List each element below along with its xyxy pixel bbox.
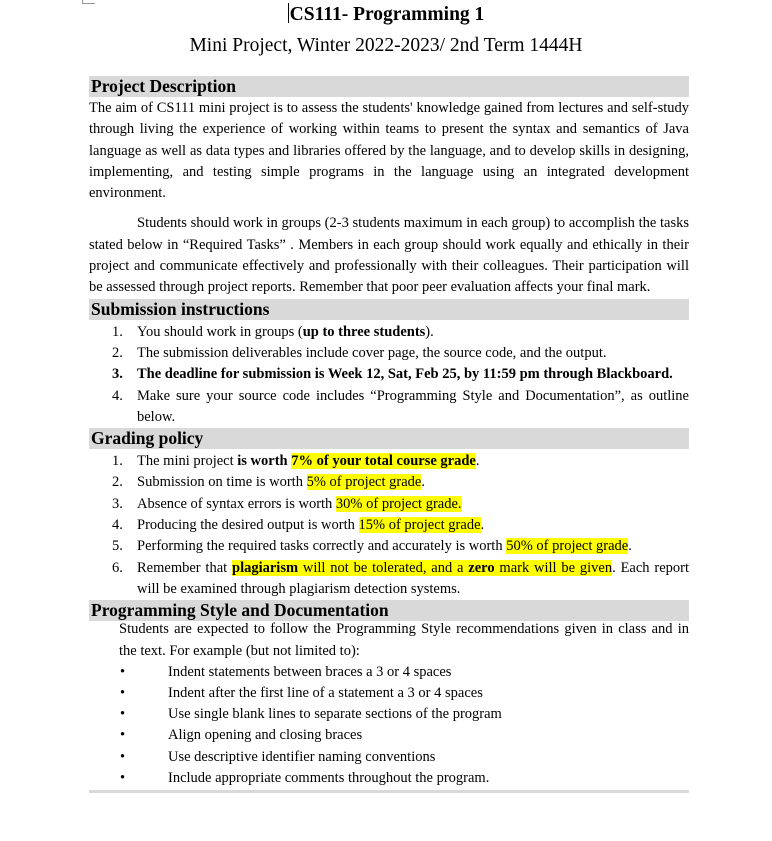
list-item: • Indent after the first line of a statement a 3 or 4 spaces [89, 683, 689, 704]
submission-list [89, 322, 689, 428]
list-item: • Use descriptive identifier naming conventions [89, 747, 689, 768]
list-item: 1. The mini project is worth 7% of your total course grade. [112, 453, 480, 470]
highlight: mark will be given [494, 559, 613, 576]
highlight: will not be tolerated, and a [298, 559, 469, 576]
list-item: 4. Make sure your source code includes “Programming Style and Documentation”, as outline below. [112, 387, 689, 425]
list-item: 1. You should work in groups (up to three students). [112, 323, 434, 340]
list-item: • Use single blank lines to separate sections of the program [89, 704, 689, 725]
list-item: • Align opening and closing braces [89, 725, 689, 746]
text-cursor [288, 3, 289, 23]
list-item: 4. Producing the desired output is worth 15% of project grade. [112, 517, 485, 534]
bullet-icon: • [120, 727, 126, 744]
bullet-icon: • [120, 748, 126, 765]
section-bottom-bar [89, 790, 689, 793]
bullet-icon: • [120, 769, 126, 786]
list-item: 2. The submission deliverables include cover page, the source code, and the output. [112, 344, 607, 361]
document-subtitle: Mini Project, Winter 2022-2023/ 2nd Term 1444H [189, 35, 583, 56]
bullet-icon: • [120, 706, 126, 723]
highlight: zero [468, 559, 495, 576]
list-item: 6. Remember that plagiarism will not be tolerated, and a zero mark will be given. Each report will be examined through plagiarism detection systems. [112, 559, 689, 597]
highlight: 5% of project grade [306, 474, 422, 491]
document-title: CS111- Programming 1 [289, 4, 485, 25]
bullet-icon: • [120, 685, 126, 702]
highlight: 15% of project grade [358, 517, 481, 534]
heading-submission-instructions: Submission instructions [89, 299, 689, 320]
bullet-icon: • [120, 663, 126, 680]
highlight: 50% of project grade [506, 538, 629, 555]
list-item: 5. Performing the required tasks correctly and accurately is worth 50% of project grade. [112, 538, 632, 555]
highlight: 30% of project grade. [335, 495, 462, 512]
grading-list [89, 451, 689, 600]
list-item-deadline: 3. The deadline for submission is Week 12, Sat, Feb 25, by 11:59 pm through Blackboard. [112, 366, 673, 383]
heading-programming-style: Programming Style and Documentation [89, 600, 689, 621]
list-item: • Indent statements between braces a 3 or 4 spaces [89, 662, 689, 683]
list-item: 3. Absence of syntax errors is worth 30% of project grade. [112, 495, 462, 512]
style-bullet-list [89, 662, 689, 789]
document-body [89, 76, 689, 793]
paragraph-style-intro: Students are expected to follow the Programming Style recommendations given in class and in the text. For example (but not limited to): [119, 621, 689, 659]
highlight: plagiarism [232, 559, 299, 576]
heading-grading-policy: Grading policy [89, 428, 689, 449]
list-item: 2. Submission on time is worth 5% of project grade. [112, 474, 425, 491]
list-item: • Include appropriate comments throughout the program. [89, 768, 689, 789]
paragraph-aim: The aim of CS111 mini project is to assess the students' knowledge gained from lectures and self-study through living the experience of working within teams to present the syntax and semantics of Java language as well as data types and libraries offered by the language, and to develop skills in designing, implementing, and testing simple programs in the language using an integrated development environment. [89, 100, 689, 202]
paragraph-groups: Students should work in groups (2-3 students maximum in each group) to accomplish the tasks stated below in “Required Tasks” . Members in each group should work equally and ethically in their project and communicate effectively and professionally with their colleagues. Their participation will be assessed through project reports. Remember that poor peer evaluation affects your final mark. [89, 215, 689, 296]
highlight: 7% of your total course grade [291, 453, 476, 470]
heading-project-description: Project Description [89, 76, 689, 97]
